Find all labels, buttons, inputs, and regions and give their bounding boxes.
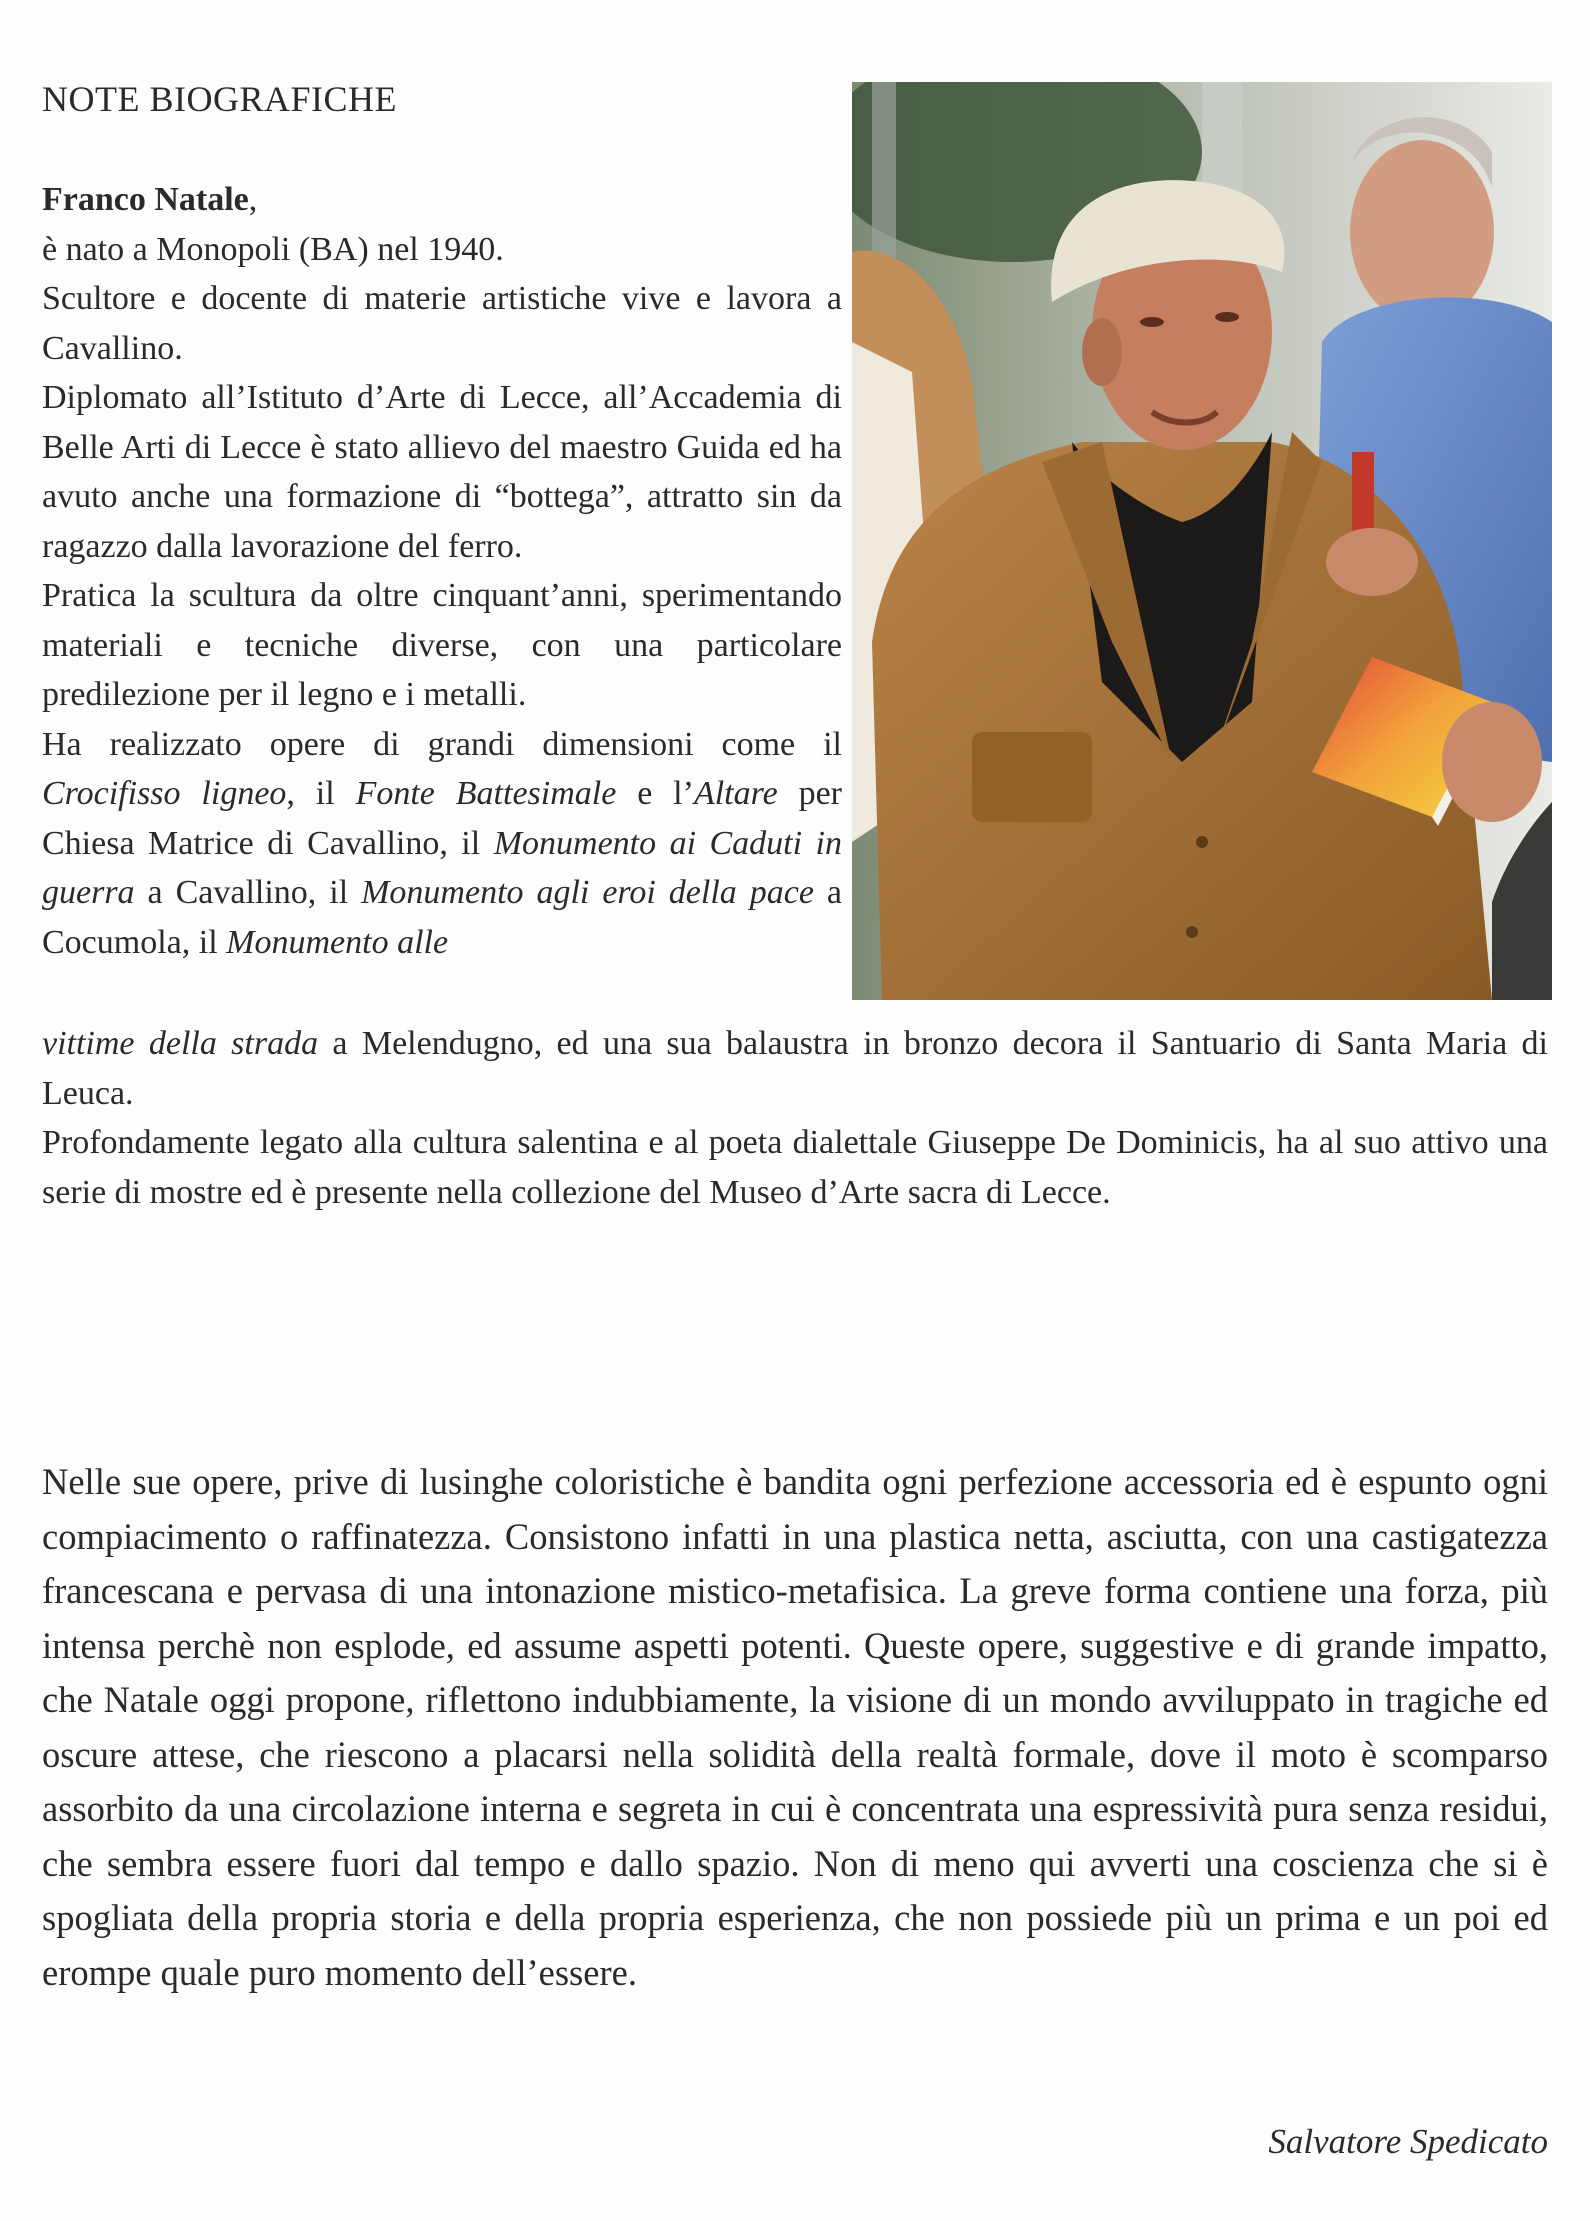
bio-occupation: Scultore e docente di materie artistiche vive e lavora a Cavallino. [42,280,842,367]
artist-photo [852,82,1552,1000]
page-title: NOTE BIOGRAFICHE [42,79,397,119]
essay-text: Nelle sue opere, prive di lusinghe coloristiche è bandita ogni perfezione accessoria ed è espunto ogni compiacimento o raffinatezza. Consistono infatti in una plastica netta, asciutta, con una castigatezza francescana e pervasa di una intonazione mistico-metafisica. La greve forma contiene una forza, più intensa perchè non esplode, ed assume aspetti potenti. Queste opere, suggestive e di grande impatto, che Natale oggi propone, riflettono indubbiamente, la visione di un mondo avviluppato in tragiche ed oscure attese, che riescono a placarsi nella solidità della realtà formale, dove il moto è scomparso assorbito da una circolazione interna e segreta in cui è concentrata una espressività pura senza residui, che sembra essere fuori dal tempo e dallo spazio. Non di meno qui avverti una coscienza che si è spogliata della propria storia e della propria esperienza, che non possiede più un prima e un poi ed erompe quale puro momento dell’essere. [42,1461,1548,1993]
bio-practice: Pratica la scultura da oltre cinquant’anni, sperimentando materiali e tecniche diverse, con una particolare predilezione per il legno e i metalli. [42,577,842,713]
work-title: Crocifisso ligneo [42,775,287,812]
biography-wide [42,1019,1548,1217]
artist-name: Franco Natale [42,181,249,218]
essay-author: Salvatore Spedicato [1268,2122,1548,2161]
bio-born: è nato a Monopoli (BA) nel 1940. [42,230,504,268]
bio-culture: Profondamente legato alla cultura salentina e al poeta dialettale Giuseppe De Dominicis, ha al suo attivo una serie di mostre ed è presente nella collezione del Museo d’Arte sacra di Lecce. [42,1124,1548,1211]
work-title: Fonte Battesimale [355,775,617,812]
bio-works-continued: vittime della strada a Melendugno, ed una sua balaustra in bronzo decora il Santuario di Santa Maria di Leuca. [42,1025,1548,1112]
bio-works: Ha realizzato opere di grandi dimensioni come il Crocifisso ligneo, il Fonte Battesimale e l’Altare per Chiesa Matrice di Cavallino, il Monumento ai Caduti in guerra a Cavallino, il Monumento agli eroi della pace a Cocumola, il Monumento alle [42,725,843,961]
biography-top [42,175,842,967]
work-title: Monumento ai Caduti in guerra [42,824,842,911]
bio-education: Diplomato all’Istituto d’Arte di Lecce, all’Accademia di Belle Arti di Lecce è stato allievo del maestro Guida ed ha avuto anche una formazione di “bottega”, attratto sin da ragazzo dalla lavorazione del ferro. [42,379,842,565]
bio-name-line: Franco Natale, [42,181,258,218]
critical-essay [42,1455,1548,2000]
work-title: Monumento alle [226,923,449,961]
work-title: Altare [693,775,778,812]
work-title: vittime della strada [42,1025,319,1062]
work-title: Monumento agli eroi della pace [361,874,814,911]
